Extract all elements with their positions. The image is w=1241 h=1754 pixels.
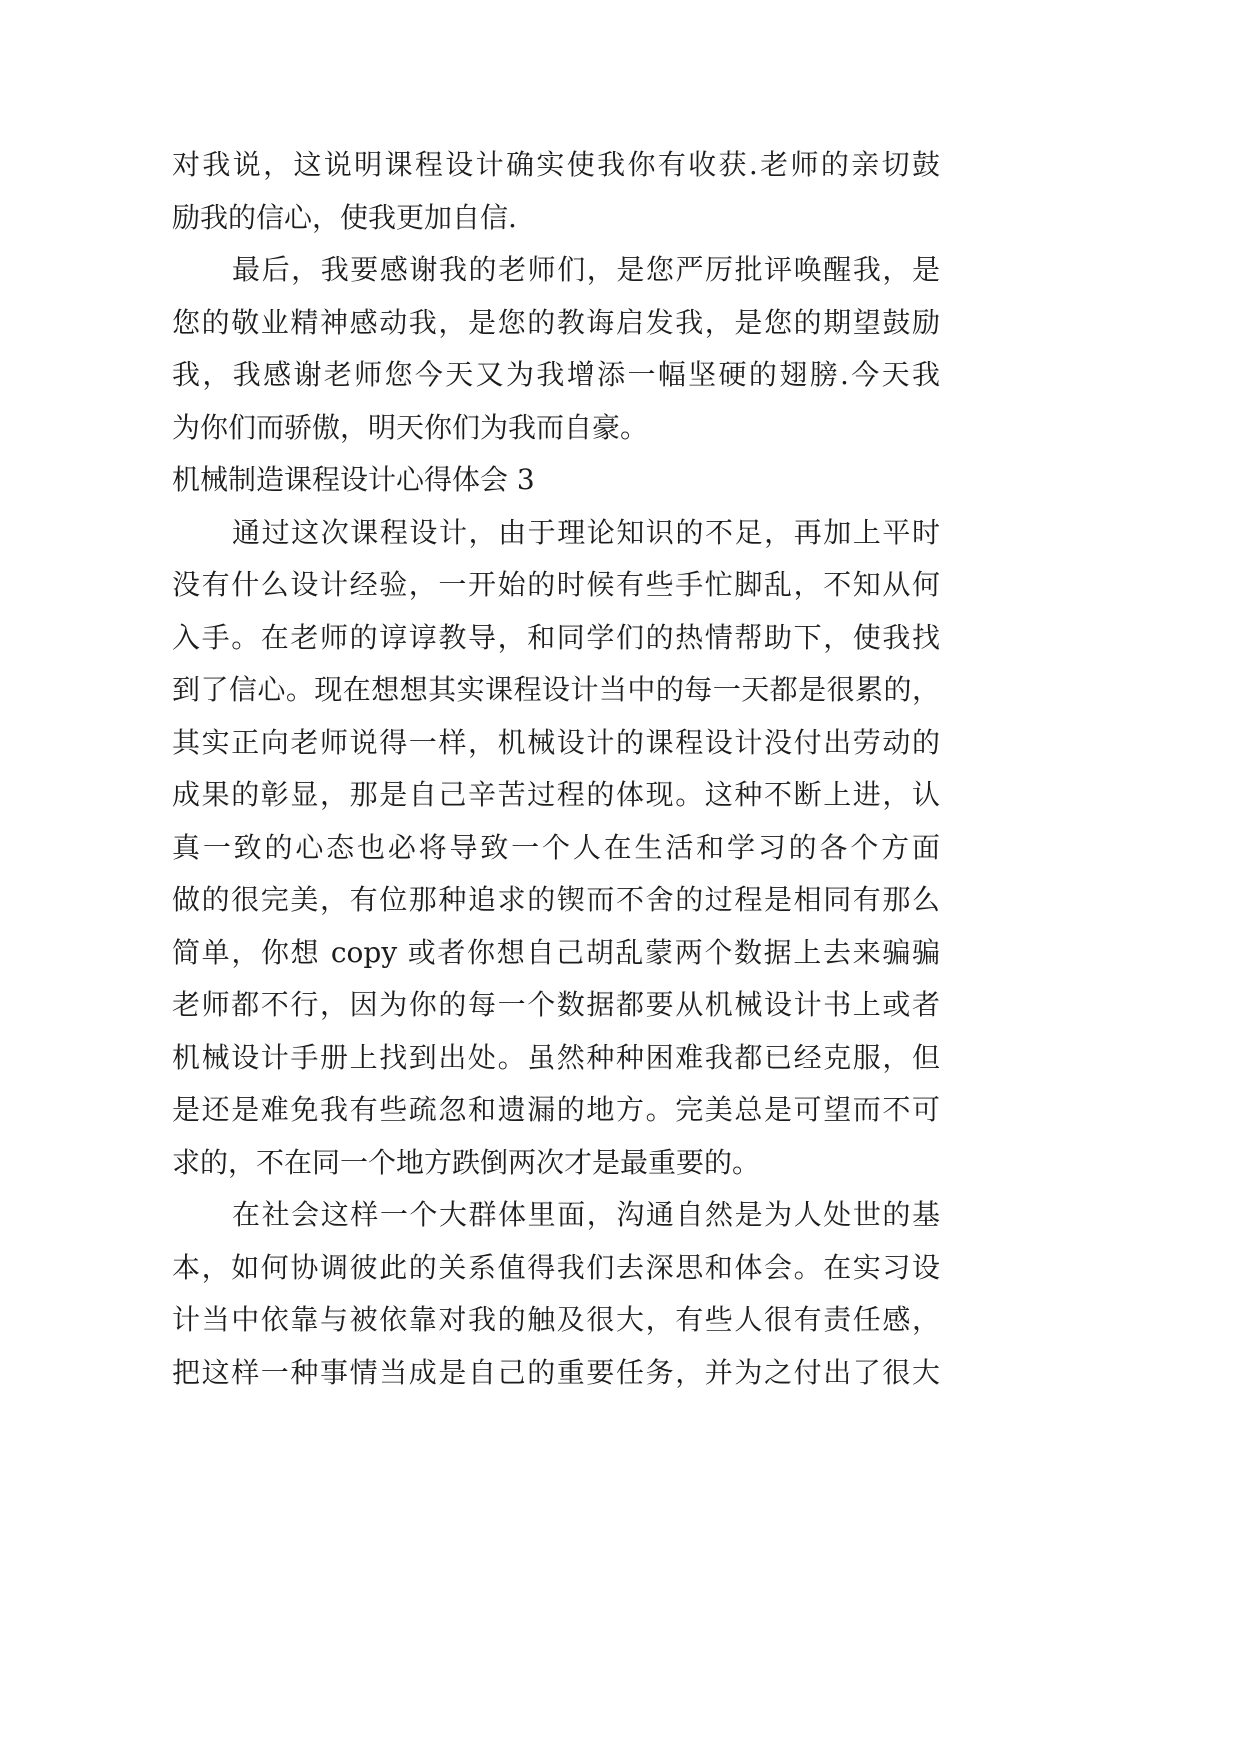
paragraph (172, 244, 940, 454)
text-line: 求的，不在同一个地方跌倒两次才是最重要的。 (172, 1145, 761, 1179)
text-line: 做的很完美，有位那种追求的锲而不舍的过程是相同有那么 (172, 883, 940, 916)
text-line: 没有什么设计经验，一开始的时候有些手忙脚乱，不知从何 (172, 568, 940, 601)
text-line: 机械设计手册上找到出处。虽然种种困难我都已经克服，但 (172, 1040, 940, 1074)
text-line: 简单，你想 copy 或者你想自己胡乱蒙两个数据上去来骗骗 (172, 935, 940, 969)
text-line: 是还是难免我有些疏忽和遗漏的地方。完美总是可望而不可 (172, 1093, 940, 1126)
text-line: 您的敬业精神感动我，是您的教诲启发我，是您的期望鼓励 (172, 305, 940, 339)
text-line: 对我说，这说明课程设计确实使我你有收获.老师的亲切鼓 (172, 148, 940, 181)
text-line: 把这样一种事情当成是自己的重要任务，并为之付出了很大 (172, 1355, 940, 1389)
section-heading: 机械制造课程设计心得体会 3 (172, 463, 535, 496)
text-line: 励我的信心，使我更加自信. (172, 200, 517, 234)
text-line: 本，如何协调彼此的关系值得我们去深思和体会。在实习设 (172, 1250, 940, 1284)
text-line: 真一致的心态也必将导致一个人在生活和学习的各个方面 (172, 830, 940, 864)
paragraph (172, 139, 940, 244)
text-line: 到了信心。现在想想其实课程设计当中的每一天都是很累的， (172, 673, 940, 706)
text-line: 入手。在老师的谆谆教导，和同学们的热情帮助下，使我找 (172, 620, 940, 654)
text-line: 在社会这样一个大群体里面，沟通自然是为人处世的基 (232, 1198, 940, 1231)
text-line: 老师都不行，因为你的每一个数据都要从机械设计书上或者 (172, 988, 940, 1021)
text-line: 为你们而骄傲，明天你们为我而自豪。 (172, 410, 649, 444)
text-line: 通过这次课程设计，由于理论知识的不足，再加上平时 (232, 515, 940, 549)
text-line: 我，我感谢老师您今天又为我增添一幅坚硬的翅膀.今天我 (172, 358, 940, 391)
paragraph (172, 1189, 940, 1399)
text-line: 成果的彰显，那是自己辛苦过程的体现。这种不断上进，认 (172, 778, 940, 811)
text-line: 计当中依靠与被依靠对我的触及很大，有些人很有责任感， (172, 1303, 940, 1336)
text-line: 其实正向老师说得一样，机械设计的课程设计没付出劳动的 (172, 725, 940, 759)
paragraph (172, 507, 940, 1190)
text-line: 最后，我要感谢我的老师们，是您严厉批评唤醒我，是 (232, 253, 940, 286)
document-body (172, 139, 940, 1399)
